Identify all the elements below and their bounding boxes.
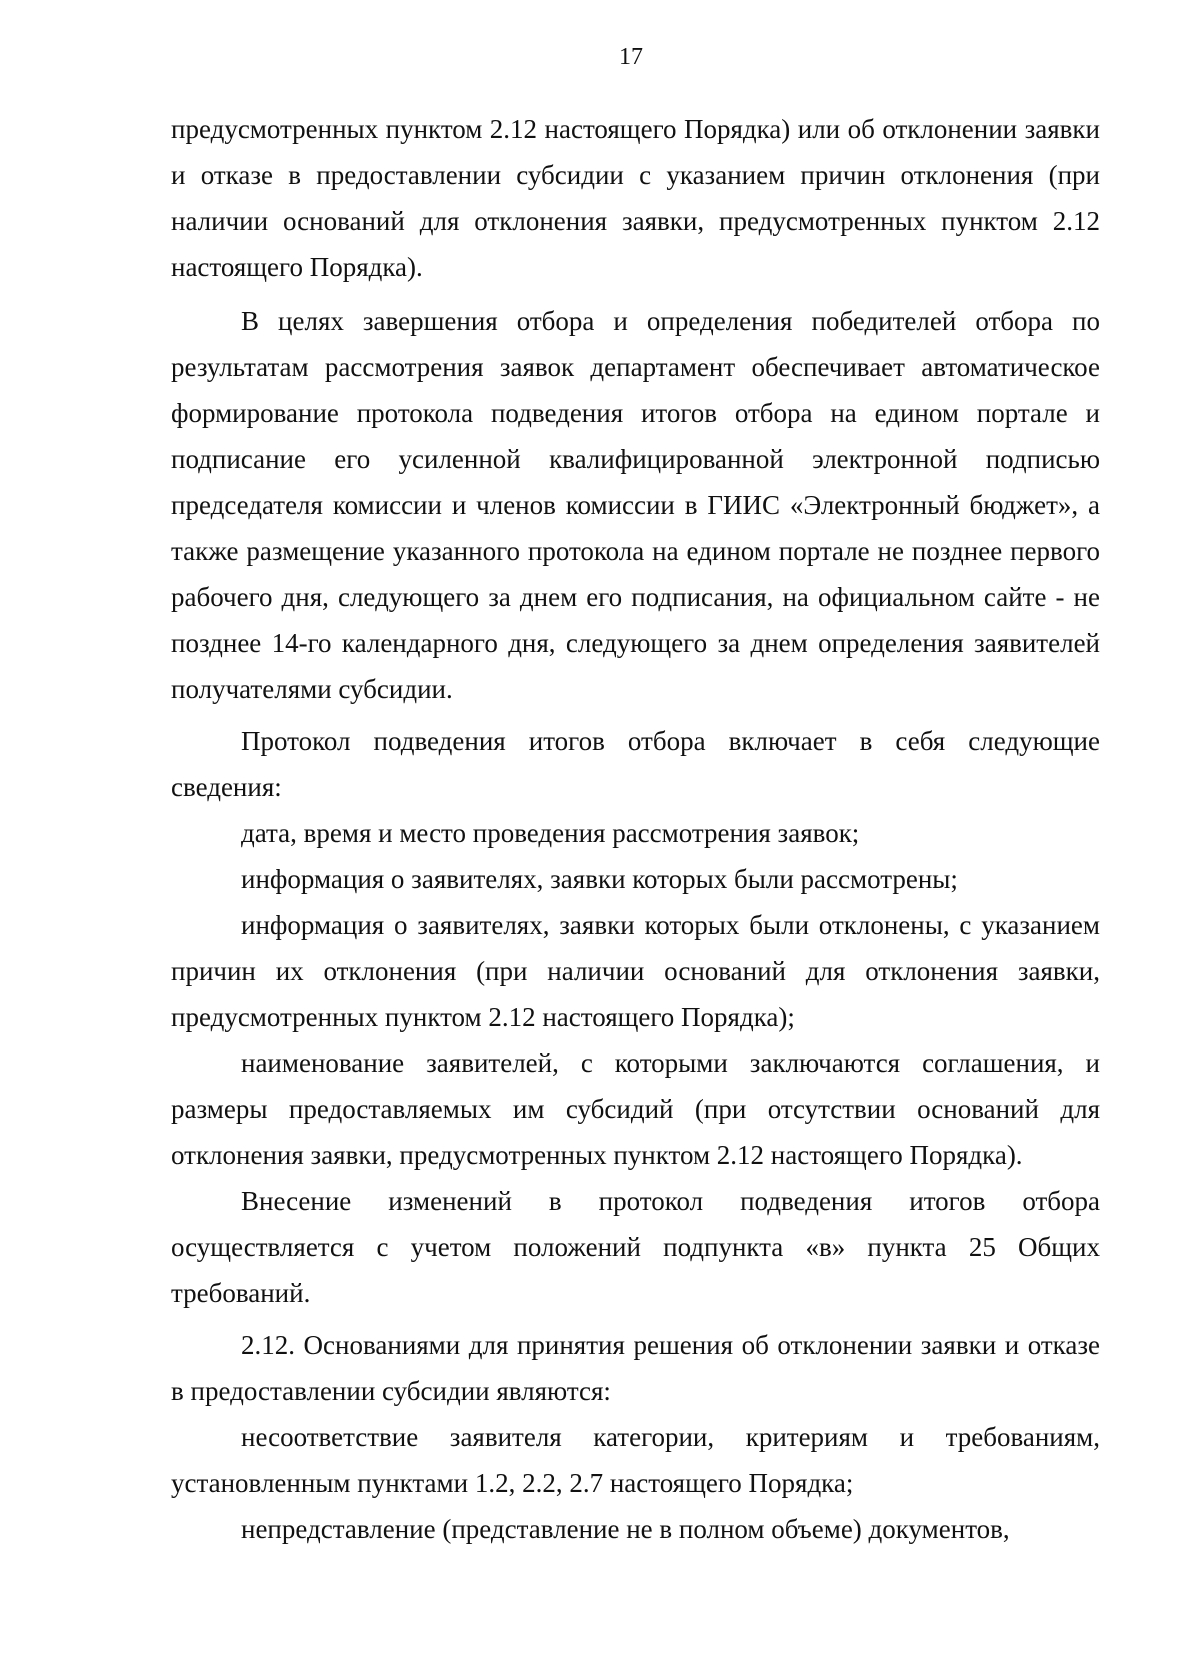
document-body <box>171 106 1100 1552</box>
paragraph-continuation: предусмотренных пунктом 2.12 настоящего Порядка) или об отклонении заявки и отказе в предоставлении субсидии с указанием причин отклонения (при наличии оснований для отклонения заявки, предусмотренных пунктом 2.12 настоящего Порядка). <box>171 114 1100 282</box>
list-item-rejected-applicants: информация о заявителях, заявки которых были отклонены, с указанием причин их отклонения (при наличии оснований для отклонения заявки, предусмотренных пунктом 2.12 настоящего Порядка); <box>171 910 1100 1032</box>
paragraph-selection-completion: В целях завершения отбора и определения победителей отбора по результатам рассмотрения заявок департамент обеспечивает автоматическое формирование протокола подведения итогов отбора на едином портале и подписание его усиленной квалифицированной электронной подписью председателя комиссии и членов комиссии в ГИИС «Электронный бюджет», а также размещение указанного протокола на едином портале не позднее первого рабочего дня, следующего за днем его подписания, на официальном сайте - не позднее 14-го календарного дня, следующего за днем определения заявителей получателями субсидии. <box>171 306 1100 704</box>
list-item-nonconformity: несоответствие заявителя категории, критериям и требованиям, установленным пунктами 1.2, 2.2, 2.7 настоящего Порядка; <box>171 1422 1100 1498</box>
paragraph-protocol-changes: Внесение изменений в протокол подведения итогов отбора осуществляется с учетом положений подпункта «в» пункта 25 Общих требований. <box>171 1186 1100 1308</box>
list-item-date-time-place: дата, время и место проведения рассмотрения заявок; <box>241 818 860 848</box>
list-item-agreement-applicants: наименование заявителей, с которыми заключаются соглашения, и размеры предоставляемых им субсидий (при отсутствии оснований для отклонения заявки, предусмотренных пунктом 2.12 настоящего Порядка). <box>171 1048 1100 1170</box>
list-item-reviewed-applicants: информация о заявителях, заявки которых были рассмотрены; <box>241 864 958 894</box>
page-number: 17 <box>619 44 643 70</box>
paragraph-section-2-12: 2.12. Основаниями для принятия решения об отклонении заявки и отказе в предоставлении субсидии являются: <box>171 1330 1100 1406</box>
list-item-nonsubmission: непредставление (представление не в полном объеме) документов, <box>241 1514 1010 1544</box>
paragraph-protocol-contents: Протокол подведения итогов отбора включает в себя следующие сведения: <box>171 726 1100 802</box>
